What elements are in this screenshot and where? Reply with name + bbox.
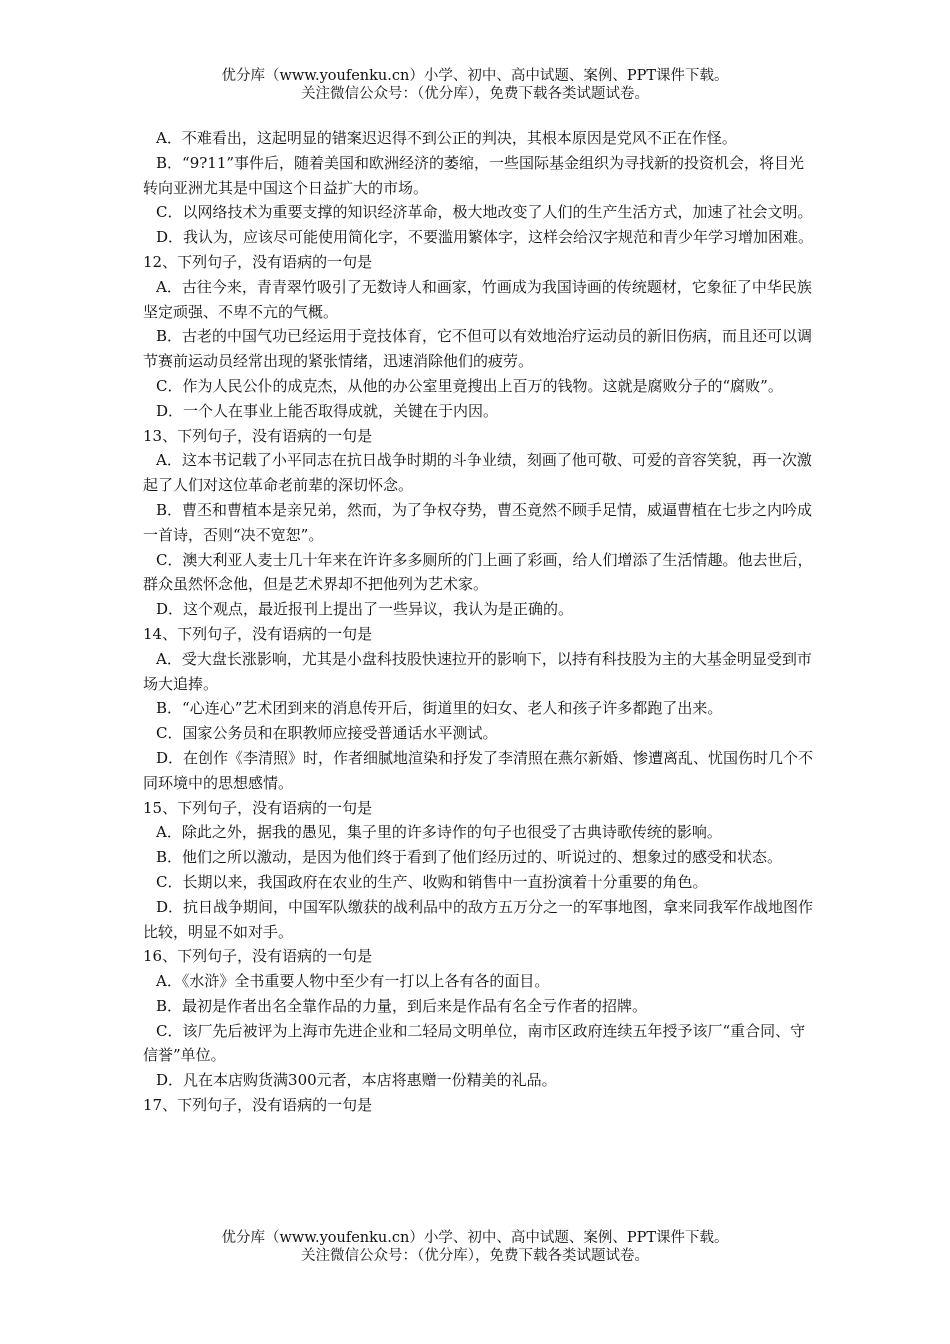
q12-option-a: A．古往今来，青青翠竹吸引了无数诗人和画家，竹画成为我国诗画的传统题材，它象征了中华民族坚定顽强、不卑不亢的气概。 (143, 277, 812, 321)
q13-option-d: D．这个观点，最近报刊上提出了一些异议，我认为是正确的。 (156, 600, 574, 619)
q13-option-b: B．曹丕和曹植本是亲兄弟，然而，为了争权夺势，曹丕竟然不顾手足情，威逼曹植在七步之内吟成一首诗，否则“决不宽恕”。 (143, 500, 813, 544)
q14-option-b: B．“心连心”艺术团到来的消息传开后，街道里的妇女、老人和孩子许多都跑了出来。 (156, 699, 723, 718)
q15-option-c: C．长期以来，我国政府在农业的生产、收购和销售中一直扮演着十分重要的角色。 (156, 872, 708, 891)
q13-stem: 13、下列句子，没有语病的一句是 (143, 426, 373, 445)
q14-option-c: C．国家公务员和在职教师应接受普通话水平测试。 (156, 724, 498, 743)
page-header (0, 67, 950, 103)
page-footer (0, 1229, 950, 1265)
q17-stem: 17、下列句子，没有语病的一句是 (143, 1096, 373, 1115)
q12-stem: 12、下列句子，没有语病的一句是 (143, 252, 373, 271)
q14-option-a: A．受大盘长涨影响，尤其是小盘科技股快速拉开的影响下，以持有科技股为主的大基金明显受到市场大追捧。 (143, 649, 812, 693)
q16-stem: 16、下列句子，没有语病的一句是 (143, 947, 373, 966)
q11-option-d: D．我认为，应该尽可能使用简化字，不要滥用繁体字，这样会给汉字规范和青少年学习增加困难。 (156, 228, 814, 247)
footer-line-2: 关注微信公众号：（优分库），免费下载各类试题试卷。 (301, 1248, 649, 1264)
q16-option-a: A．《水浒》全书重要人物中至少有一打以上各有各的面目。 (156, 972, 550, 991)
q13-option-a: A．这本书记载了小平同志在抗日战争时期的斗争业绩，刻画了他可敬、可爱的音容笑貌，再一次激起了人们对这位革命老前辈的深切怀念。 (143, 451, 812, 495)
q12-option-c: C．作为人民公仆的成克杰，从他的办公室里竟搜出上百万的钱物。这就是腐败分子的“腐败”。 (156, 376, 783, 395)
header-line-2: 关注微信公众号：（优分库），免费下载各类试题试卷。 (301, 86, 649, 102)
document-body (143, 126, 819, 1118)
q11-option-a: A．不难看出，这起明显的错案迟迟得不到公正的判决，其根本原因是党风不正在作怪。 (156, 129, 737, 147)
q11-option-b: B．“9?11”事件后，随着美国和欧洲经济的萎缩，一些国际基金组织为寻找新的投资机会，将目光转向亚洲尤其是中国这个日益扩大的市场。 (143, 153, 805, 197)
q16-option-b: B．最初是作者出名全靠作品的力量，到后来是作品有名全亏作者的招牌。 (156, 996, 648, 1015)
q12-option-d: D．一个人在事业上能否取得成就，关键在于内因。 (156, 401, 499, 420)
header-line-1: 优分库（www.youfenku.cn）小学、初中、高中试题、案例、PPT课件下载。 (221, 68, 729, 84)
q11-option-c: C．以网络技术为重要支撑的知识经济革命，极大地改变了人们的生产生活方式，加速了社会文明。 (156, 203, 813, 222)
footer-line-1: 优分库（www.youfenku.cn）小学、初中、高中试题、案例、PPT课件下载。 (221, 1230, 729, 1246)
q12-option-b: B．古老的中国气功已经运用于竞技体育，它不但可以有效地治疗运动员的新旧伤病，而且还可以调节赛前运动员经常出现的紧张情绪，迅速消除他们的疲劳。 (143, 327, 813, 371)
q14-option-d: D．在创作《李清照》时，作者细腻地渲染和抒发了李清照在燕尔新婚、惨遭离乱、忧国伤时几个不同环境中的思想感情。 (143, 748, 814, 792)
q13-option-c: C．澳大利亚人麦士几十年来在许许多多厕所的门上画了彩画，给人们增添了生活情趣。他去世后，群众虽然怀念他，但是艺术界却不把他列为艺术家。 (143, 550, 813, 594)
q15-stem: 15、下列句子，没有语病的一句是 (143, 798, 373, 817)
q14-stem: 14、下列句子，没有语病的一句是 (143, 624, 373, 643)
q15-option-d: D．抗日战争期间，中国军队缴获的战利品中的敌方五万分之一的军事地图，拿来同我军作战地图作比较，明显不如对手。 (143, 897, 814, 941)
q16-option-c: C．该厂先后被评为上海市先进企业和二轻局文明单位，南市区政府连续五年授予该厂“重合同、守信誉”单位。 (143, 1021, 806, 1065)
q15-option-a: A．除此之外，据我的愚见，集子里的许多诗作的句子也很受了古典诗歌传统的影响。 (156, 823, 722, 842)
q15-option-b: B．他们之所以激动，是因为他们终于看到了他们经历过的、听说过的、想象过的感受和状态。 (156, 848, 783, 867)
q16-option-d: D．凡在本店购货满300元者，本店将惠赠一份精美的礼品。 (156, 1071, 557, 1090)
